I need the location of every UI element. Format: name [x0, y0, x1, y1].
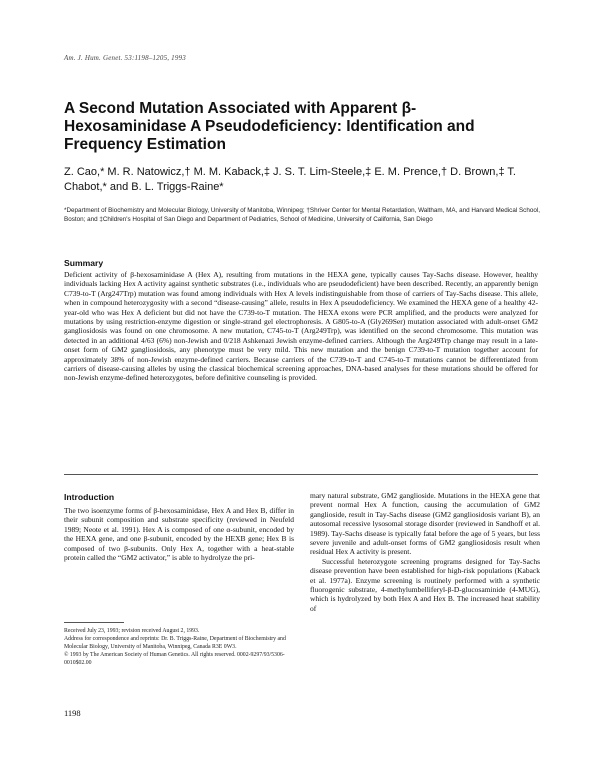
introduction-heading: Introduction	[64, 492, 115, 502]
summary-heading: Summary	[64, 258, 104, 268]
summary-text: Deficient activity of β-hexosaminidase A (Hex A), resulting from mutations in the HEXA gene, typically causes Tay-Sachs disease. However, healthy individuals lacking Hex A activity against synthetic substrates (i.e., individuals who are pseudodeficient) have been described. Recently, an apparently benign C739-to-T (Arg247Trp) mutation was found among individuals with Hex A levels indistinguishable from those of carriers of Tay-Sachs disease. This allele, when in compound heterozygosity with a second “disease-causing” allele, results in Hex A pseudodeficiency. We examined the HEXA gene of a healthy 42-year-old who was Hex A deficient but did not have the C739-to-T mutation. The HEXA exons were PCR amplified, and the products were analyzed for mutations by using restriction-enzyme digestion or single-strand gel electrophoresis. A G805-to-A (Gly269Ser) mutation associated with adult-onset GM2 gangliosidosis was found on one chromosome. A new mutation, C745-to-T (Arg249Trp), was identified on the second chromosome. This mutation was detected in an additional 4/63 (6%) non-Jewish and 0/218 Ashkenazi Jewish enzyme-defined carriers. Although the Arg249Trp change may result in a late-onset form of GM2 gangliosidosis, any phenotype must be very mild. This new mutation and the benign C739-to-T mutation together account for approximately 38% of non-Jewish enzyme-defined carriers. Because carriers of the C739-to-T and C745-to-T mutations cannot be differentiated from carriers of disease-causing alleles by using the classical biochemical screening approaches, DNA-based analyses for these mutations should be offered for non-Jewish enzyme-defined heterozygotes, before definitive counseling is provided.	[64, 270, 538, 383]
section-divider	[64, 474, 538, 475]
affiliations: *Department of Biochemistry and Molecular Biology, University of Manitoba, Winnipeg; †Shriver Center for Mental Retardation, Waltham, MA, and Harvard Medical School, Boston; and ‡Children's Hospital of San Diego and Department of Pediatrics, School of Medicine, University of California, San Diego	[64, 207, 540, 223]
article-title: A Second Mutation Associated with Apparent β-Hexosaminidase A Pseudodeficiency: Identification and Frequency Estimation	[64, 100, 475, 153]
footnote-divider	[64, 622, 124, 623]
introduction-paragraph-2: Successful heterozygote screening programs designed for Tay-Sachs disease prevention have been established for high-risk populations (Kaback et al. 1977a). Enzyme screening is routinely performed with a synthetic fluorogenic substrate, 4-methylumbelliferyl-β-D-glucosaminide (4-MUG), which is hydrolyzed by both Hex A and Hex B. The increased heat stability of	[310, 556, 540, 613]
introduction-right-column	[310, 491, 540, 613]
journal-citation: Am. J. Hum. Genet. 53:1198–1205, 1993	[64, 54, 186, 62]
received-dates: Received July 23, 1993; revision received August 2, 1993.	[64, 628, 200, 634]
page-number: 1198	[64, 708, 81, 718]
author-list: Z. Cao,* M. R. Natowicz,† M. M. Kaback,‡ J. S. T. Lim-Steele,‡ E. M. Prence,† D. Brown,‡ T. Chabot,* and B. L. Triggs-Raine*	[64, 166, 516, 193]
copyright-notice: © 1993 by The American Society of Human Genetics. All rights reserved. 0002-9297/93/5306-0010$02.00	[64, 652, 285, 666]
introduction-left-column	[64, 506, 294, 562]
introduction-paragraph-1-continued: mary natural substrate, GM2 ganglioside. Mutations in the HEXA gene that prevent normal Hex A function, causing the accumulation of GM2 ganglioside, result in Tay-Sachs disease (GM2 gangliosidosis variant B), an autosomal recessive lysosomal storage disorder (reviewed in Sandhoff et al. 1989). Tay-Sachs disease is typically fatal before the age of 5 years, but less severe juvenile and adult-onset forms of GM2 gangliosidosis result when residual Hex A activity is present.	[310, 491, 540, 557]
correspondence-address: Address for correspondence and reprints: Dr. B. Triggs-Raine, Department of Biochemistry and Molecular Biology, University of Manitoba, Winnipeg, Canada R3E 0W3.	[64, 636, 286, 650]
footnotes	[64, 628, 294, 668]
introduction-paragraph-1: The two isoenzyme forms of β-hexosaminidase, Hex A and Hex B, differ in their subunit composition and substrate specificity (reviewed in Neufeld 1989; Neote et al. 1991). Hex A is composed of one α-subunit, encoded by the HEXA gene, and one β-subunit, encoded by the HEXB gene; Hex B is composed of two β-subunits. Only Hex A, together with a heat-stable protein called the “GM2 activator,” is able to hydrolyze the pri-	[64, 506, 294, 563]
